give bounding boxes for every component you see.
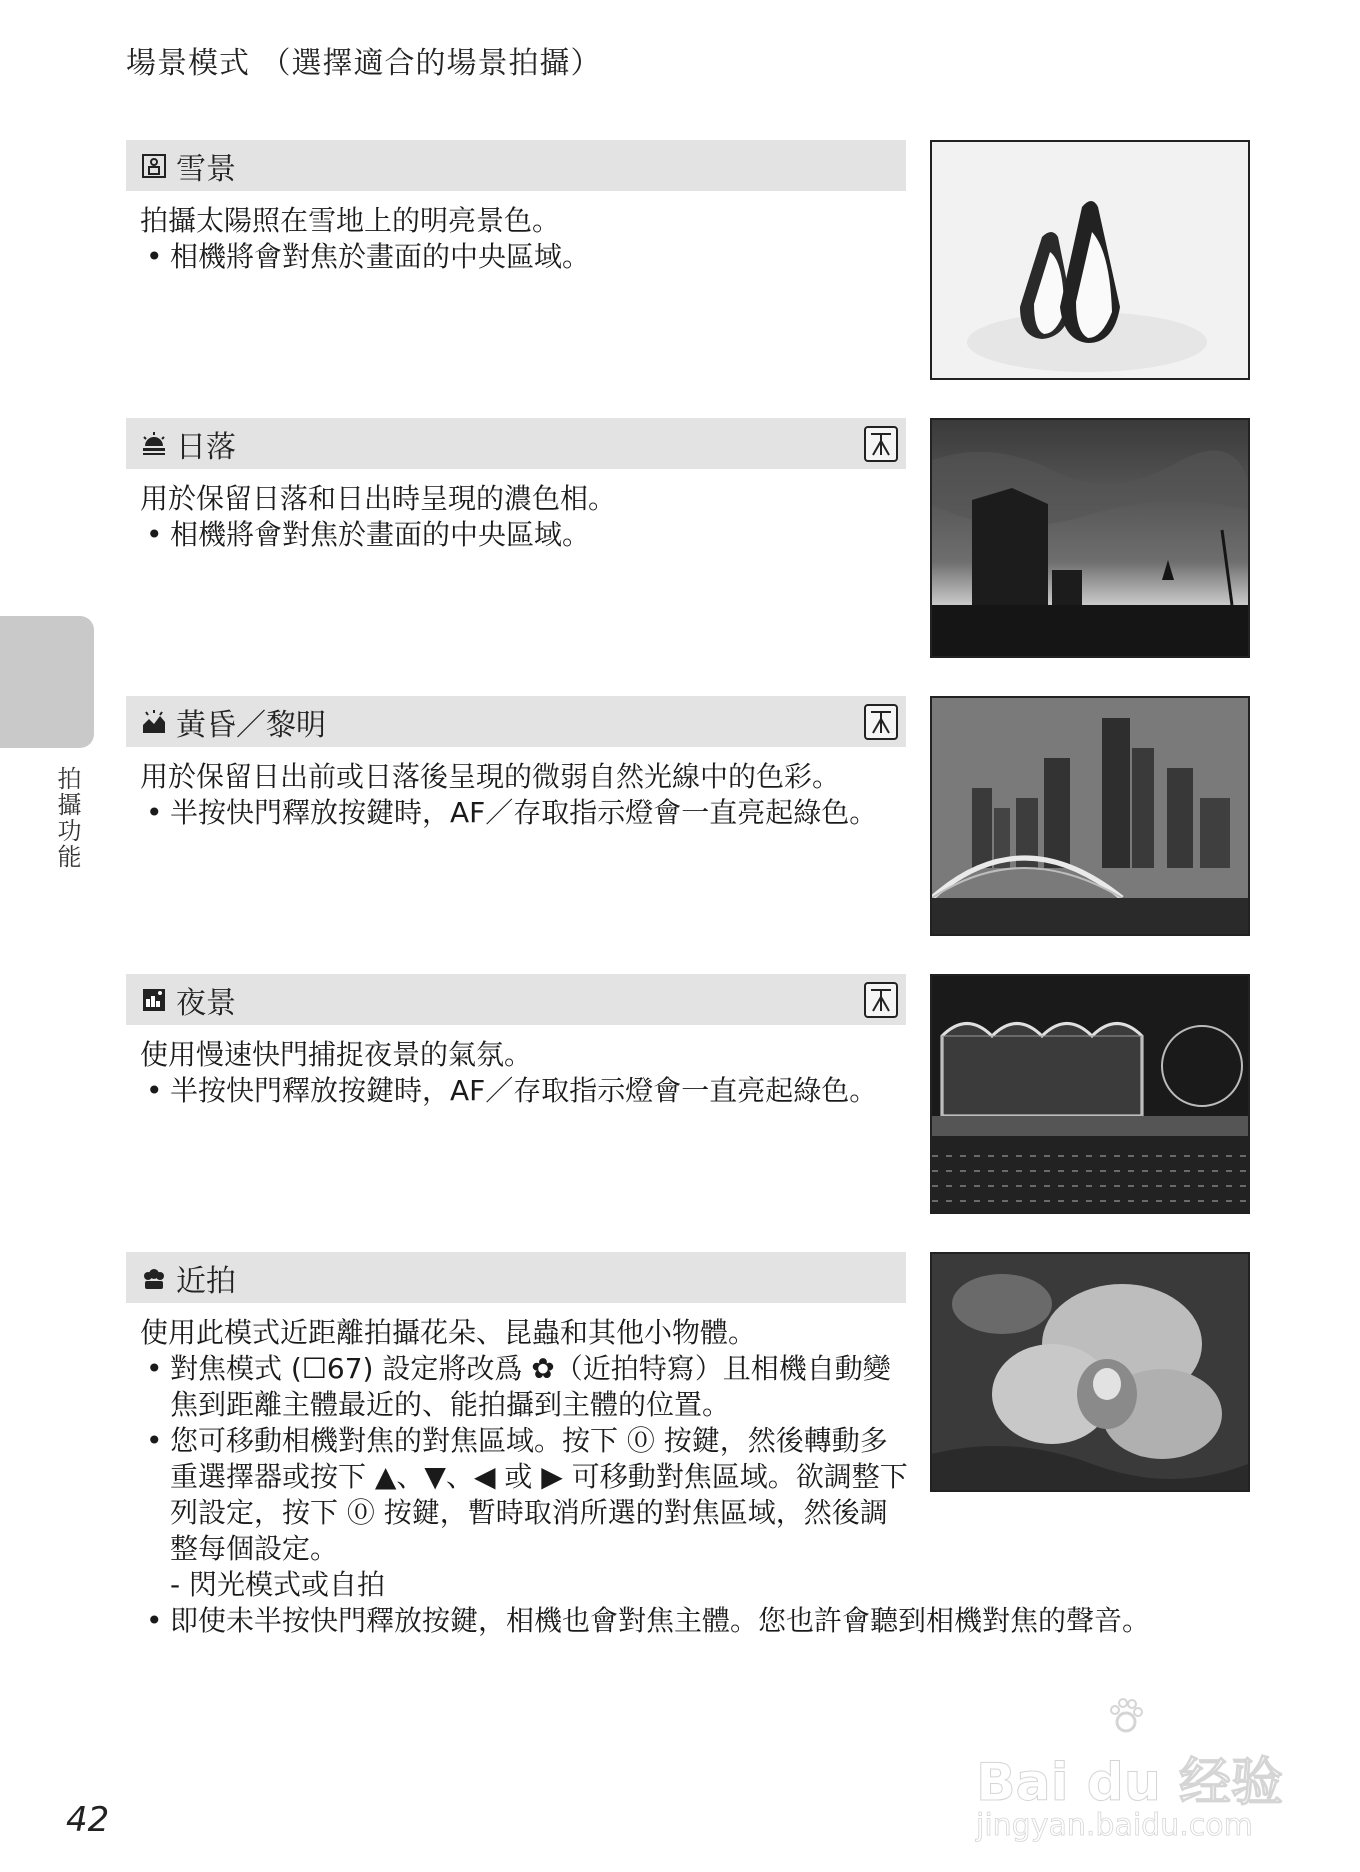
section-close-up <box>126 1252 1252 1639</box>
tripod-icon <box>864 704 898 740</box>
section-header <box>126 418 906 469</box>
section-night <box>126 974 1252 1109</box>
watermark <box>966 1696 1326 1846</box>
section-description: 拍攝太陽照在雪地上的明亮景色。 <box>140 204 561 237</box>
paw-logo-icon <box>1106 1696 1146 1736</box>
bullet-item: • 即使未半按快門釋放按鍵，相機也會對焦主體。您也許會聽到相機對焦的聲音。 <box>140 1603 1240 1639</box>
section-dusk-dawn <box>126 696 1252 831</box>
section-title: 雪景 <box>176 151 236 187</box>
section-sunset <box>126 418 1252 553</box>
section-description: 使用慢速快門捕捉夜景的氣氛。 <box>140 1038 533 1071</box>
section-snow <box>126 140 1252 275</box>
watermark-url: jingyan.baidu.com <box>976 1808 1253 1843</box>
section-header <box>126 1252 906 1303</box>
bullet-item: • 半按快門釋放按鍵時，AF／存取指示燈會一直亮起綠色。 <box>140 1073 900 1109</box>
dusk-skyline-photo <box>930 696 1250 936</box>
page-title: 場景模式 （選擇適合的場景拍攝） <box>126 46 602 81</box>
section-title: 日落 <box>176 429 236 465</box>
tripod-icon <box>864 982 898 1018</box>
close-up-icon <box>140 1264 168 1292</box>
section-header <box>126 140 906 191</box>
chapter-tab <box>0 616 94 748</box>
section-title: 近拍 <box>176 1263 236 1299</box>
orchid-photo <box>930 1252 1250 1492</box>
section-header <box>126 696 906 747</box>
section-title: 夜景 <box>176 985 236 1021</box>
sunset-city-photo <box>930 418 1250 658</box>
night-riverside-photo <box>930 974 1250 1214</box>
bullet-item: • 您可移動相機對焦的對焦區域。按下 ⓪ 按鍵，然後轉動多重選擇器或按下 ▲、▼、◀ 或 ▶ 可移動對焦區域。欲調整下列設定，按下 ⓪ 按鍵，暫時取消所選的對焦區域，然後調整每個設定。 <box>140 1423 910 1567</box>
sunset-icon <box>140 430 168 458</box>
section-description: 使用此模式近距離拍攝花朵、昆蟲和其他小物體。 <box>140 1316 757 1349</box>
page-number: 42 <box>66 1800 110 1840</box>
tripod-icon <box>864 426 898 462</box>
night-landscape-icon <box>140 986 168 1014</box>
section-header <box>126 974 906 1025</box>
section-description: 用於保留日落和日出時呈現的濃色相。 <box>140 482 617 515</box>
section-title: 黃昏／黎明 <box>176 707 326 743</box>
penguins-photo <box>930 140 1250 380</box>
dusk-dawn-icon <box>140 708 168 736</box>
bullet-item: • 半按快門釋放按鍵時，AF／存取指示燈會一直亮起綠色。 <box>140 795 900 831</box>
sub-item: - 閃光模式或自拍 <box>170 1568 386 1601</box>
snow-scene-icon <box>140 152 168 180</box>
bullet-item: • 相機將會對焦於畫面的中央區域。 <box>140 239 900 275</box>
chapter-label: 拍攝功能 <box>53 766 81 870</box>
section-description: 用於保留日出前或日落後呈現的微弱自然光線中的色彩。 <box>140 760 841 793</box>
bullet-item: • 對焦模式 (☐67) 設定將改爲 ✿（近拍特寫）且相機自動變焦到距離主體最近的、能拍攝到主體的位置。 <box>140 1351 910 1423</box>
watermark-brand: Bai du 经验 <box>976 1753 1283 1813</box>
bullet-item: • 相機將會對焦於畫面的中央區域。 <box>140 517 900 553</box>
